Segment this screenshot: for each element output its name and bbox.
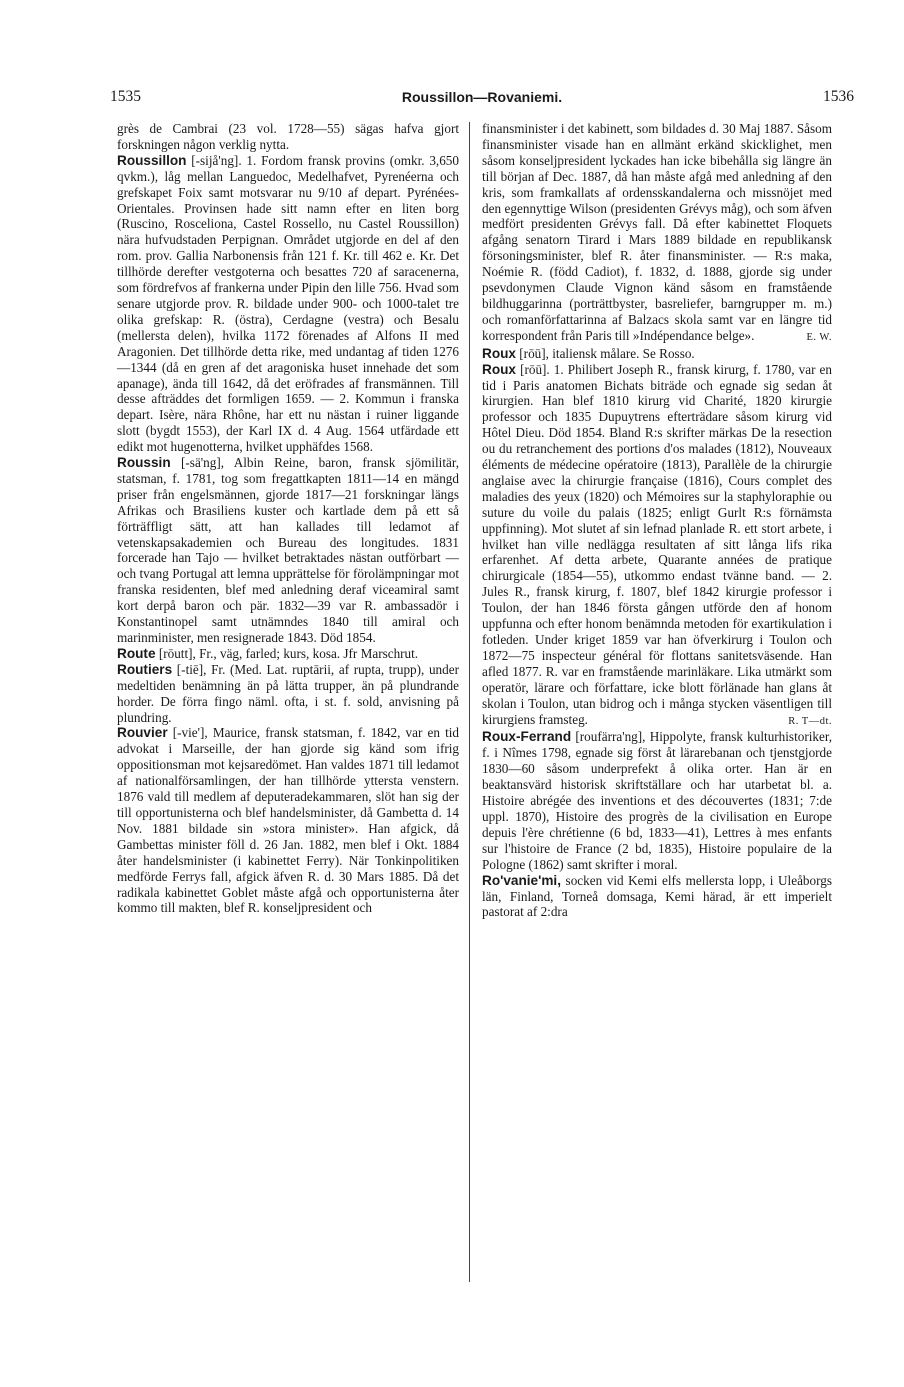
entry-text: [-tiē], Fr. (Med. Lat. ruptārii, af rupta, trupp), under medeltiden benämning än på lätta trupper, än på plundrande horder. De förra fingo näml. ofta, i st. f. sold, anvisning på plundring. xyxy=(117,661,459,725)
entry-headword: Roussin xyxy=(117,455,171,471)
entry-headword: Roussillon xyxy=(117,152,187,168)
entry-text: [rōū], italiensk målare. Se Rosso. xyxy=(515,345,695,361)
running-title: Roussillon—Rovaniemi. xyxy=(401,89,563,105)
entry-roux-ferrand xyxy=(482,729,832,872)
entry-route xyxy=(117,646,459,662)
page-number-left: 1535 xyxy=(110,88,141,105)
entry-headword: Roux-Ferrand xyxy=(482,729,572,745)
entry-roux-surgeon xyxy=(482,362,832,728)
column-divider xyxy=(469,122,470,1282)
entry-text: [roufärra'ng], Hippolyte, fransk kulturhistoriker, f. i Nîmes 1798, egnade sig först åt lärarebanan och tjenstgjorde 1830—60 såsom underprefekt å olika orter. Han är en beaktansvärd historisk skriftställare och har utarbetat bl. a. Histoire abrégée des inventions et des découvertes (1831; 7:de uppl. 1870), Histoire des progrès de la civilisation en Europe depuis l'ère chrétienne (6 bd, 1833—41), Lettres à mes enfants sur l'histoire de France (2 bd, 1835), Histoire populaire de la Pologne (1862) samt skrifter i moral. xyxy=(482,729,832,872)
entry-routiers xyxy=(117,662,459,726)
entry-continuation xyxy=(117,121,459,153)
entry-text: [rōū]. 1. Philibert Joseph R., fransk kirurg, f. 1780, var en tid i Paris anatomen Bichats biträde och egnade sig sedan åt kirurgien. Han blef 1810 kirurg vid Charité, 1820 kirurgie professor och 1835 Dupuytrens efterträdare såsom kirurg vid Hôtel Dieu. Död 1854. Bland R:s skrifter märkas De la resection ou du retranchement des portions d'os malades (1812), Nouveaux éléments de médecine opératoire (1813), Parallèle de la chirurgie anglaise avec la chirurgie française (1816), Cours complet des maladies des yeux (1820) och Mémoires sur la staphyloraphie ou suture du voile du palais (1825; enligt Gurlt R:s förnämsta uppfinning). Mot slutet af sin lefnad planlade R. ett stort arbete, i hvilket han ville nedlägga resultaten af sitt långa lifs rika erfarenhet. Af detta arbete, Quarante années de pratique chirurgicale (1854—55), utkommo endast tvänne band. — 2. Jules R., fransk kirurg, f. 1807, blef 1842 kirurgie professor i Toulon, der han 1846 första gången utförde den af honom uppfunna och efter honom benämnda metoden för exartikulation i fotleden. Under kriget 1859 var han öfverkirurg i Toulon och 1872—75 inspecteur général för flottans sanitetsväsende. Han afled 1877. R. var en framstående marinläkare. Lika utmärkt som operatör, lärare och författare, icke blott förlänade han glans åt skolan i Toulon, utan bidrog och i många stycken väsentligen till kirurgiens framsteg. xyxy=(482,361,832,727)
entry-roussin xyxy=(117,455,459,646)
right-column xyxy=(482,121,832,920)
entry-text: [-sijå'ng]. 1. Fordom fransk provins (omkr. 3,650 qvkm.), låg mellan Languedoc, Medelhafvet, Pyrenéerna och grefskapet Foix samt motsvarar nu 9/10 af depart. Pyrénées-Orientales. Provinsen hade sitt namn efter en liten borg (Ruscino, Rosceliona, Castel Rossello, nu Castel Roussillon) nära hufvudstaden Perpignan. Området utgjorde en del af den rom. prov. Gallia Narbonensis från 121 f. Kr. till 462 e. Kr. Det tillhörde derefter vestgoterna och besattes 720 af saracenerna, som fördrefvos af frankerna under Pipin den lille 756. Hvad som senare utgjorde prov. R. bildade under 900- och 1000-talet tre olika grefskap: R. (östra), Cerdagne (vestra) och Besalu (mellersta delen), hvilka 1172 förenades af Alfons II med Aragonien. Det tillhörde detta rike, med undantag af tiden 1276—1344 (då en gren af det aragoniska huset innehade det som apanage), ända till 1642, då det eröfrades af fransmännen. Till desse afträddes det formligen 1659. — 2. Kommun i franska depart. Isère, nära Rhône, har ett nu nästan i ruiner liggande slott (bygdt 1553), der Karl IX d. 4 Aug. 1564 utfärdade ett edikt mot hugenotterna, hvilket upphäfdes 1568. xyxy=(117,152,459,455)
author-signature: R. T—dt. xyxy=(788,715,832,727)
entry-headword: Rouvier xyxy=(117,725,168,741)
entry-text: finansminister i det kabinett, som bildades d. 30 Maj 1887. Såsom finansminister visade han en allmänt erkänd skicklighet, men såsom konseljpresident lyckades han icke bibehålla sig längre än till början af Dec. 1887, då han måste afgå med anledning af den kris, som framkallats af ordensskandalerna och missnöjet med den egennyttige Wilson (presidenten Grévys måg), och som äfven medfört presidenten Grévys fall. Då efter kabinettet Floquets afgång senatorn Tirard i Mars 1889 bildade en republikansk försoningsminister, blef R. åter finansminister. — R:s maka, Noémie R. (född Cadiot), f. 1832, d. 1888, gjorde sig under psevdonymen Claude Vignon känd såsom en framstående bildhuggarinna (porträttbyster, basreliefer, barngrupper m. m.) och romanförfattarinna af Balzacs skola samt var en längre tid korrespondent från Paris till »Indépendance belge». xyxy=(482,121,832,343)
entry-headword: Roux xyxy=(482,345,516,361)
entry-rovaniemi xyxy=(482,873,832,921)
entry-roussillon xyxy=(117,153,459,455)
entry-text: [rōutt], Fr., väg, farled; kurs, kosa. Jfr Marschrut. xyxy=(155,645,419,661)
entry-continuation xyxy=(482,121,832,344)
entry-text: socken vid Kemi elfs mellersta lopp, i Uleåborgs län, Finland, Torneå domsaga, Kemi härad, är ett imperielt pastorat af 2:dra xyxy=(482,872,832,920)
entry-roux-painter xyxy=(482,346,832,362)
entry-headword: Roux xyxy=(482,361,516,377)
left-column xyxy=(117,121,459,916)
entry-text: [-vie'], Maurice, fransk statsman, f. 1842, var en tid advokat i Marseille, der han gjorde sig känd som ifrig oppositionsman mot kejsaredömet. Han valdes 1871 till ledamot af nationalförsamlingen, der han tillhörde yttersta venstern. 1876 vald till medlem af deputeradekammaren, slöt han sig der till opportunisterna och blef handelsminister, då Gambetta d. 14 Nov. 1881 bildade sin »stora minister». Han afgick, då Gambettas minister föll d. 26 Jan. 1882, men blef i Okt. 1884 åter handelsminister (i kabinettet Ferry). När Tonkinpolitiken medförde Ferrys fall, afgick äfven R. d. 30 Mars 1885. Då det radikala kabinettet Goblet måste afgå och opportunisterna åter kommo till makten, blef R. konseljpresident och xyxy=(117,725,459,916)
entry-headword: Routiers xyxy=(117,661,173,677)
entry-headword: Ro'vanie'mi, xyxy=(482,872,561,888)
entry-headword: Route xyxy=(117,645,156,661)
author-signature: E. W. xyxy=(806,331,832,343)
entry-text: grès de Cambrai (23 vol. 1728—55) sägas hafva gjort forskningen någon verklig nytta. xyxy=(117,121,459,152)
page-header xyxy=(110,88,854,114)
entry-text: [-sä'ng], Albin Reine, baron, fransk sjömilitär, statsman, f. 1781, tog som fregattkapten 1811—14 en mängd priser från engelsmännen, gjorde 1817—21 forskningar längs Afrikas och Brasiliens kuster och kartlade dem på ett så förträffligt sätt, att han kallades till ledamot af vetenskapsakademien och Bureau des longitudes. 1831 forcerade han Tajo — hvilket betraktades nästan outförbart — och tvang Portugal att lemna upprättelse för förolämpningar mot franska residenten, blef med anledning deraf viceamiral samt kort derpå baron och pär. 1832—39 var R. ambassadör i Konstantinopel samt utnämndes 1840 till amiral och marinminister, men resignerade 1843. Död 1854. xyxy=(117,455,459,645)
page-number-right: 1536 xyxy=(823,88,854,105)
entry-rouvier xyxy=(117,725,459,916)
